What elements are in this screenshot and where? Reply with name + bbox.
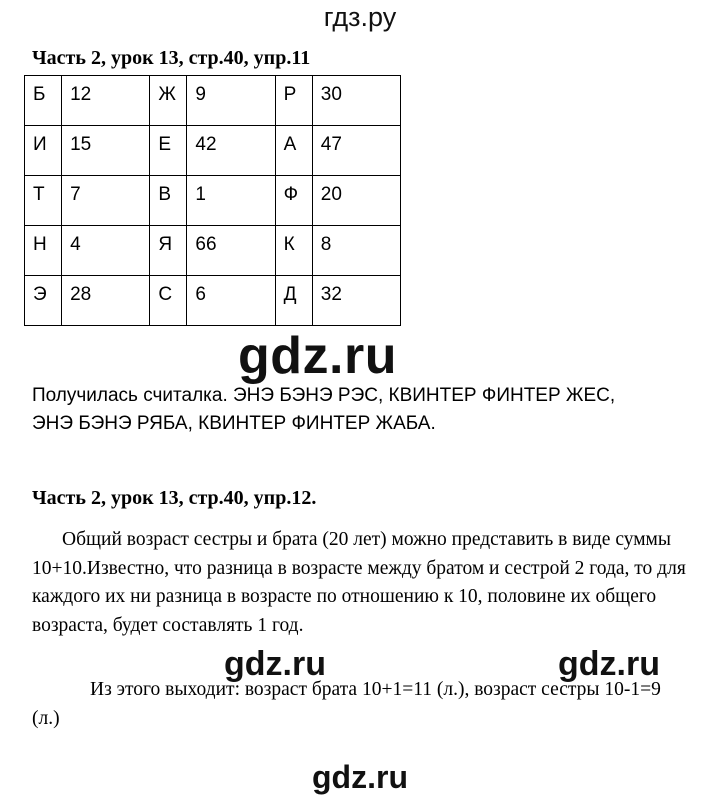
table-number-cell: 66 [187, 226, 275, 276]
table-letter-cell: К [275, 226, 312, 276]
table-number-cell: 28 [62, 276, 150, 326]
table-number-cell: 15 [62, 126, 150, 176]
watermark-mid-left: gdz.ru [224, 645, 326, 683]
table-letter-cell: И [25, 126, 62, 176]
table-number-cell: 7 [62, 176, 150, 226]
table-number-cell: 47 [312, 126, 400, 176]
solution-paragraph: Общий возраст сестры и брата (20 лет) можно представить в виде суммы 10+10.Известно, что разница в возрасте между братом и сестрой 2 года, то для каждого их ни разница в возрасте по отношению к 10, половине их общего возраста, будет составлять 1 год. [32, 529, 686, 636]
watermark-top: гдз.ру [323, 2, 397, 32]
table-row [25, 76, 401, 126]
answer-text [32, 382, 702, 438]
table-letter-cell: Е [150, 126, 187, 176]
answer-line: Получилась считалка. ЭНЭ БЭНЭ РЭС, КВИНТЕР ФИНТЕР ЖЕС, [32, 385, 616, 406]
table-letter-cell: Ф [275, 176, 312, 226]
table-number-cell: 8 [312, 226, 400, 276]
table-number-cell: 12 [62, 76, 150, 126]
table-letter-cell: С [150, 276, 187, 326]
answer-line: ЭНЭ БЭНЭ РЯБА, КВИНТЕР ФИНТЕР ЖАБА. [32, 413, 436, 434]
table-row [25, 276, 401, 326]
table-letter-cell: Н [25, 226, 62, 276]
table-number-cell: 4 [62, 226, 150, 276]
table-row [25, 176, 401, 226]
table-letter-cell: Я [150, 226, 187, 276]
table-letter-cell: Ж [150, 76, 187, 126]
watermark-mid-right: gdz.ru [558, 645, 660, 683]
table-number-cell: 42 [187, 126, 275, 176]
table-letter-cell: А [275, 126, 312, 176]
table-number-cell: 20 [312, 176, 400, 226]
table-number-cell: 30 [312, 76, 400, 126]
conclusion-paragraph: Из этого выходит: возраст брата 10+1=11 (л.), возраст сестры 10-1=9 (л.) [32, 679, 661, 729]
exercise-12-heading: Часть 2, урок 13, стр.40, упр.12. [32, 487, 317, 509]
table-letter-cell: Б [25, 76, 62, 126]
table-letter-cell: В [150, 176, 187, 226]
exercise-11-heading: Часть 2, урок 13, стр.40, упр.11 [32, 47, 311, 69]
table-row [25, 226, 401, 276]
table-row [25, 126, 401, 176]
letter-number-table [24, 75, 401, 326]
table-letter-cell: Р [275, 76, 312, 126]
watermark-bottom: gdz.ru [312, 759, 408, 795]
table-letter-cell: Д [275, 276, 312, 326]
table-letter-cell: Э [25, 276, 62, 326]
table-number-cell: 32 [312, 276, 400, 326]
watermark-center: gdz.ru [238, 327, 397, 385]
table-number-cell: 1 [187, 176, 275, 226]
table-letter-cell: Т [25, 176, 62, 226]
table-number-cell: 9 [187, 76, 275, 126]
table-number-cell: 6 [187, 276, 275, 326]
